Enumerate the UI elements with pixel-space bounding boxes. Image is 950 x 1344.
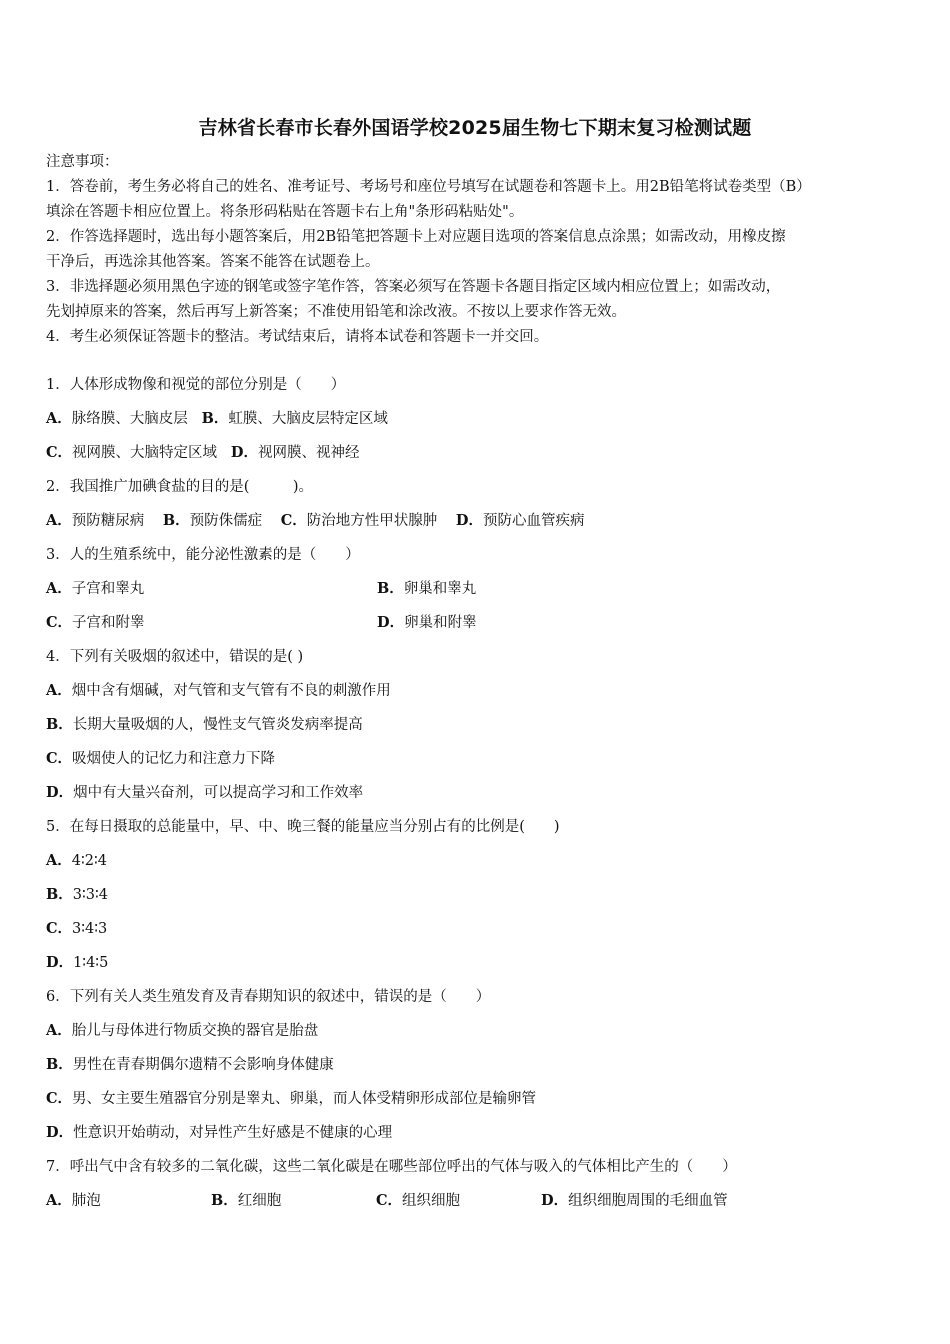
option-label: D． [46,1124,74,1141]
option-text: 预防侏儒症 [189,513,263,529]
option-text: 预防糖尿病 [71,513,145,529]
option-text: 1∶4∶5 [73,955,109,971]
option-label: C． [280,512,307,529]
option-text: 男性在青春期偶尔遗精不会影响身体健康 [72,1057,334,1073]
option-label: B． [377,580,404,597]
question-5-option-d [46,950,906,984]
option-text: 吸烟使人的记忆力和注意力下降 [72,751,276,767]
notes-line: 3．非选择题必须用黑色字迹的钢笔或签字笔作答，答案必须写在答题卡各题目指定区域内相应位置上；如需改动， [46,279,781,295]
question-2-stem: 2．我国推广加碘食盐的目的是( )。 [46,479,314,495]
question-4-option-d [46,780,906,814]
notes-line: 1．答卷前，考生务必将自己的姓名、准考证号、考场号和座位号填写在试题卷和答题卡上。用2B铅笔将试卷类型（B） [46,179,811,195]
option-text: 视网膜、大脑特定区域 [72,445,218,461]
question-5-option-a [46,848,906,882]
question-4-stem: 4．下列有关吸烟的叙述中，错误的是( ) [46,649,304,665]
option-text: 防治地方性甲状腺肿 [306,513,438,529]
option-label: C． [46,1090,73,1107]
question-6-option-d [46,1120,906,1154]
option-text: 卵巢和附睾 [404,615,477,631]
notes-heading: 注意事项： [46,154,119,170]
option-label: D． [455,512,483,529]
notes-section [46,150,906,350]
option-label: B． [46,1056,73,1073]
option-label: A． [46,410,72,427]
option-label: D． [230,444,258,461]
question-6-option-a [46,1018,906,1052]
notes-line: 干净后，再选涂其他答案。答案不能答在试题卷上。 [46,254,380,270]
option-label: C． [376,1192,403,1209]
option-text: 3∶3∶4 [72,887,108,903]
question-7-options [46,1188,906,1222]
option-label: A． [46,1192,72,1209]
option-text: 卵巢和睾丸 [403,581,477,597]
question-3-options-ab [46,576,906,610]
option-text: 视网膜、视神经 [257,445,360,461]
question-5-stem: 5．在每日摄取的总能量中，早、中、晚三餐的能量应当分别占有的比例是( ) [46,819,560,835]
option-label: A． [46,1022,72,1039]
question-1-stem: 1．人体形成物像和视觉的部位分别是（ ） [46,377,346,393]
option-text: 胎儿与母体进行物质交换的器官是胎盘 [71,1023,319,1039]
question-4-option-c [46,746,906,780]
option-label: A． [46,512,72,529]
option-text: 3∶4∶3 [72,921,108,937]
option-text: 4∶2∶4 [71,853,107,869]
option-label: C． [46,614,73,631]
option-label: B． [211,1192,238,1209]
option-text: 预防心血管疾病 [482,513,585,529]
option-text: 红细胞 [237,1193,282,1209]
question-1-options-cd [46,440,906,474]
option-label: B． [46,716,73,733]
option-label: D． [46,954,74,971]
question-6-option-c [46,1086,906,1120]
notes-line: 4．考生必须保证答题卡的整洁。考试结束后，请将本试卷和答题卡一并交回。 [46,329,549,345]
question-4-option-b [46,712,906,746]
option-label: A． [46,580,72,597]
option-label: C． [46,920,73,937]
option-label: D． [46,784,74,801]
option-text: 子宫和睾丸 [71,581,145,597]
question-3-stem: 3．人的生殖系统中，能分泌性激素的是（ ） [46,547,360,563]
notes-line: 先划掉原来的答案，然后再写上新答案；不准使用铅笔和涂改液。不按以上要求作答无效。 [46,304,626,320]
option-text: 肺泡 [71,1193,101,1209]
question-6-stem: 6．下列有关人类生殖发育及青春期知识的叙述中，错误的是（ ） [46,989,491,1005]
option-text: 长期大量吸烟的人，慢性支气管炎发病率提高 [72,717,363,733]
notes-line: 填涂在答题卡相应位置上。将条形码粘贴在答题卡右上角"条形码粘贴处"。 [46,204,524,220]
question-1-options-ab [46,406,906,440]
option-text: 子宫和附睾 [72,615,145,631]
option-text: 组织细胞周围的毛细血管 [568,1193,728,1209]
option-label: B． [46,886,73,903]
question-2-options [46,508,906,542]
document-title: 吉林省长春市长春外国语学校2025届生物七下期末复习检测试题 [198,117,752,139]
option-text: 虹膜、大脑皮层特定区域 [228,411,388,427]
option-text: 烟中含有烟碱，对气管和支气管有不良的刺激作用 [71,683,391,699]
notes-line: 2．作答选择题时，选出每小题答案后，用2B铅笔把答题卡上对应题目选项的答案信息点涂黑；如需改动，用橡皮擦 [46,229,786,245]
option-label: B． [162,512,190,529]
option-text: 男、女主要生殖器官分别是睾丸、卵巢，而人体受精卵形成部位是输卵管 [72,1091,537,1107]
option-label: A． [46,852,72,869]
question-3-options-cd [46,610,906,644]
option-label: A． [46,682,72,699]
questions-section [46,372,906,1222]
question-7-stem: 7．呼出气中含有较多的二氧化碳，这些二氧化碳是在哪些部位呼出的气体与吸入的气体相比产生的（ ） [46,1159,737,1175]
question-5-option-c [46,916,906,950]
question-5-option-b [46,882,906,916]
option-text: 组织细胞 [402,1193,461,1209]
option-label: C． [46,750,73,767]
option-label: B． [201,410,229,427]
option-label: D． [377,614,405,631]
option-label: C． [46,444,73,461]
option-label: D． [541,1192,569,1209]
option-text: 性意识开始萌动，对异性产生好感是不健康的心理 [73,1125,393,1141]
question-6-option-b [46,1052,906,1086]
option-text: 脉络膜、大脑皮层 [71,411,188,427]
option-text: 烟中有大量兴奋剂，可以提高学习和工作效率 [73,785,364,801]
question-4-option-a [46,678,906,712]
